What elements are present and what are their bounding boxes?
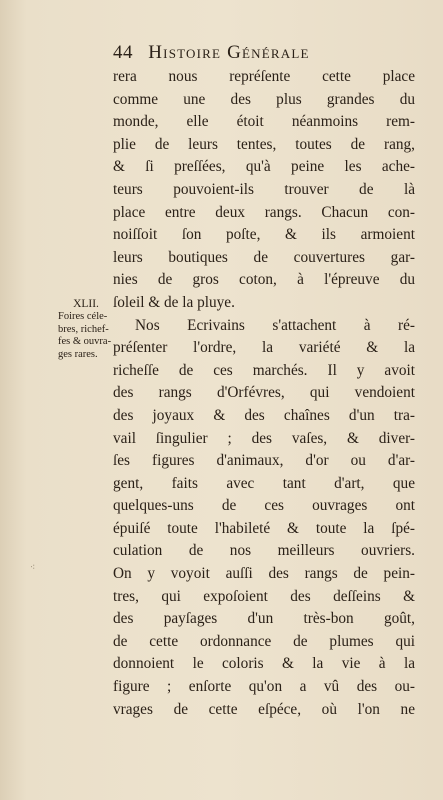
text-line: noiſſoit ſon poſte, & ils armoient xyxy=(113,226,415,244)
text-line: On y voyoit auſſi des rangs de pein- xyxy=(113,565,415,583)
running-header xyxy=(113,42,423,64)
text-line: comme une des plus grandes du xyxy=(113,90,415,108)
text-line: ſes figures d'animaux, d'or ou d'ar- xyxy=(113,452,415,470)
margin-note-line: ges rares. xyxy=(58,348,98,360)
text-line: monde, elle étoit néanmoins rem- xyxy=(113,113,415,131)
text-line: richeſſe de ces marchés. Il y avoit xyxy=(113,361,415,379)
text-line: figure ; enſorte qu'on a vû des ou- xyxy=(113,678,415,696)
margin-note-line: fes & ouvra- xyxy=(58,336,112,348)
text-line: plie de leurs tentes, toutes de rang, xyxy=(113,135,415,153)
text-line: tres, qui expoſoient des deſſeins & xyxy=(113,587,415,605)
text-line: teurs pouvoient-ils trouver de là xyxy=(113,180,415,198)
text-line: leurs boutiques de couvertures gar- xyxy=(113,248,415,266)
text-line: des payſages d'un très-bon goût, xyxy=(113,610,415,628)
text-line: épuiſé toute l'habileté & toute la ſpé- xyxy=(113,519,415,537)
section-number: XLII. xyxy=(73,298,99,310)
paragraph-1 xyxy=(113,66,415,315)
main-text xyxy=(113,66,415,721)
text-line: préſenter l'ordre, la variété & la xyxy=(113,339,415,357)
text-line: des joyaux & des chaînes d'un tra- xyxy=(113,406,415,424)
paragraph-2 xyxy=(113,315,415,722)
text-line: des rangs d'Orfévres, qui vendoient xyxy=(113,384,415,402)
text-line: rera nous repréſente cette place xyxy=(113,68,415,85)
text-line: vrages de cette eſpéce, où l'on ne xyxy=(113,700,415,718)
text-line: vail ſingulier ; des vaſes, & diver- xyxy=(113,429,415,447)
text-line: ſoleil & de la pluye. xyxy=(113,293,235,311)
text-line: Nos Ecrivains s'attachent à ré- xyxy=(135,316,415,334)
margin-note-line: bres, richef- xyxy=(58,323,109,335)
text-line: de cette ordonnance de plumes qui xyxy=(113,632,415,650)
running-title: Histoire Générale xyxy=(148,42,310,63)
text-line: donnoient le coloris & la vie à la xyxy=(113,655,415,673)
text-line: quelques-uns de ces ouvrages ont xyxy=(113,497,415,515)
ink-speck: ⁖ xyxy=(30,562,36,572)
text-line: nies de gros coton, à l'épreuve du xyxy=(113,271,415,289)
page-number: 44 xyxy=(113,42,133,63)
text-line: place entre deux rangs. Chacun con- xyxy=(113,203,415,221)
text-line: & ſi preſſées, qu'à peine les ache- xyxy=(113,158,415,176)
margin-note-line: Foires céle- xyxy=(58,311,108,323)
text-line: gent, faits avec tant d'art, que xyxy=(113,474,415,492)
text-line: culation de nos meilleurs ouvriers. xyxy=(113,542,415,560)
marginal-note xyxy=(58,298,114,361)
